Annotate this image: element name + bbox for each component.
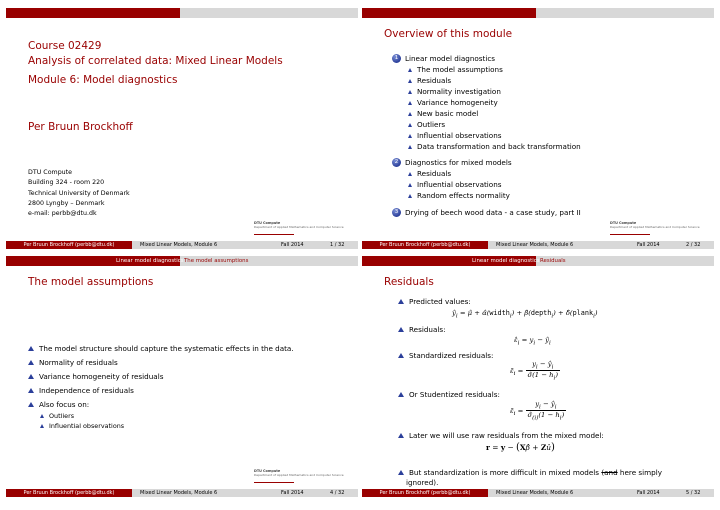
course-code: Course 02429: [28, 40, 102, 52]
nav-section[interactable]: Linear model diagnostics: [116, 258, 184, 264]
slide-title: [6, 8, 358, 249]
bullet-item: Normality of residuals: [39, 358, 118, 367]
sub-item: Outliers: [49, 412, 75, 420]
toc-item: Residuals: [417, 76, 452, 85]
section-title: Diagnostics for mixed models: [405, 158, 512, 167]
section-number: 2: [392, 158, 401, 167]
slide-residuals: Linear model diagnostics Residuals Residuals Predicted values: $ŷ_i$ = μ̂ + α̂(width$_i$) + β̂(depth$_i$) + δ̂(plank$_i$) Residuals: $\varepsilon̂_i = y_i$ − $ŷ_i$ Standardized residuals: $\varepsiloñ_i$ = $\frac{y_i - ŷ_i}{\sigmâ(1 - h_i)}$ Or Studentized residuals: $\varepsiloñ_i$ = $\frac{y_i - ŷ_i}{\sigmâ_{(i)}(1 - h_i)}$ Later we will use raw residuals from the mixed model: r = y − (Xβ̂ + Zû) But standardization is more difficult in mixed models (and here simply ignored). Per Bruun Brockhoff (perbb@dtu.dk) Mixed Linear Models, Module 6 Fall 2014 5 / 32: [362, 256, 714, 497]
toc-item: Variance homogeneity: [417, 98, 498, 107]
course-title: Analysis of correlated data: Mixed Linear Models: [28, 55, 283, 67]
dtu-logo: DTU Compute Department of Applied Mathematics and Computer Science: [610, 221, 674, 235]
top-bar: [362, 8, 714, 18]
nav-subsection[interactable]: The model assumptions: [184, 258, 249, 264]
footer: Per Bruun Brockhoff (perbb@dtu.dk) Mixed Linear Models, Module 6 Fall 2014 4 / 32: [6, 489, 358, 497]
section-number: 3: [392, 208, 401, 217]
toc-item: Outliers: [417, 120, 446, 129]
toc-item: Normality investigation: [417, 87, 501, 96]
footer: Per Bruun Brockhoff (perbb@dtu.dk) Mixed Linear Models, Module 6 Fall 2014 2 / 32: [362, 241, 714, 249]
formula-predicted: $ŷ_i$ = μ̂ + α̂(width$_i$) + β̂(depth$_i$) + δ̂(plank$_i$): [452, 309, 598, 320]
toc-item: New basic model: [417, 109, 479, 118]
formula-raw-residual: r = y − (Xβ̂ + Zû): [486, 442, 555, 453]
section-title: Linear model diagnostics: [405, 54, 496, 63]
top-bar: [362, 256, 714, 266]
toc-item: Influential observations: [417, 131, 502, 140]
bullet-item: Variance homogeneity of residuals: [39, 372, 164, 381]
dtu-logo: DTU Compute Department of Applied Mathematics and Computer Science: [254, 469, 318, 483]
section-number: 1: [392, 54, 401, 63]
toc-item: Residuals: [417, 169, 452, 178]
bullet-item: Or Studentized residuals:: [409, 390, 500, 399]
slide-overview: [362, 8, 714, 249]
dtu-logo: DTU Compute Department of Applied Mathematics and Computer Science: [254, 221, 318, 235]
bullet-item: Independence of residuals: [39, 386, 134, 395]
bullet-item: Residuals:: [409, 325, 446, 334]
author-name: Per Bruun Brockhoff: [28, 121, 133, 133]
bullet-continuation: ignored).: [406, 478, 439, 487]
module-title: Module 6: Model diagnostics: [28, 74, 178, 86]
section-title: Drying of beech wood data - a case study, part II: [405, 208, 581, 217]
footer: Per Bruun Brockhoff (perbb@dtu.dk) Mixed Linear Models, Module 6 Fall 2014 1 / 32: [6, 241, 358, 249]
bullet-item: Standardized residuals:: [409, 351, 494, 360]
formula-residual: $\varepsilon̂_i = y_i$ − $ŷ_i$: [514, 336, 551, 347]
bullet-item: Predicted values:: [409, 297, 471, 306]
formula-standardized: $\varepsiloñ_i$ = $\frac{y_i - ŷ_i}{\sigmâ(1 - h_i)}$: [510, 360, 558, 382]
frame-title: The model assumptions: [28, 276, 154, 288]
nav-section[interactable]: Linear model diagnostics: [472, 258, 540, 264]
toc-item: Data transformation and back transformation: [417, 142, 581, 151]
toc-item: The model assumptions: [417, 65, 503, 74]
bullet-item: But standardization is more difficult in mixed models: [409, 468, 600, 477]
sub-item: Influential observations: [49, 422, 125, 430]
nav-subsection[interactable]: Residuals: [540, 258, 566, 264]
toc-item: Influential observations: [417, 180, 502, 189]
toc-item: Random effects normality: [417, 191, 510, 200]
frame-title: Overview of this module: [384, 28, 513, 40]
bullet-item: The model structure should capture the systematic effects in the data.: [39, 344, 294, 353]
slide-model-assumptions: [6, 256, 358, 497]
top-bar: [6, 256, 358, 266]
top-bar: [6, 8, 358, 18]
footer: Per Bruun Brockhoff (perbb@dtu.dk) Mixed Linear Models, Module 6 Fall 2014 5 / 32: [362, 489, 714, 497]
address-block: DTU Compute Building 324 - room 220 Technical University of Denmark 2800 Lyngby – Denmark e-mail: perbb@dtu.dk: [28, 169, 130, 218]
bullet-item: Later we will use raw residuals from the mixed model:: [409, 431, 604, 440]
formula-studentized: $\varepsiloñ_i$ = $\frac{y_i - ŷ_i}{\sigmâ_{(i)}(1 - h_i)}$: [510, 400, 565, 422]
frame-title: Residuals: [384, 276, 434, 288]
bullet-item: Also focus on:: [39, 400, 90, 409]
